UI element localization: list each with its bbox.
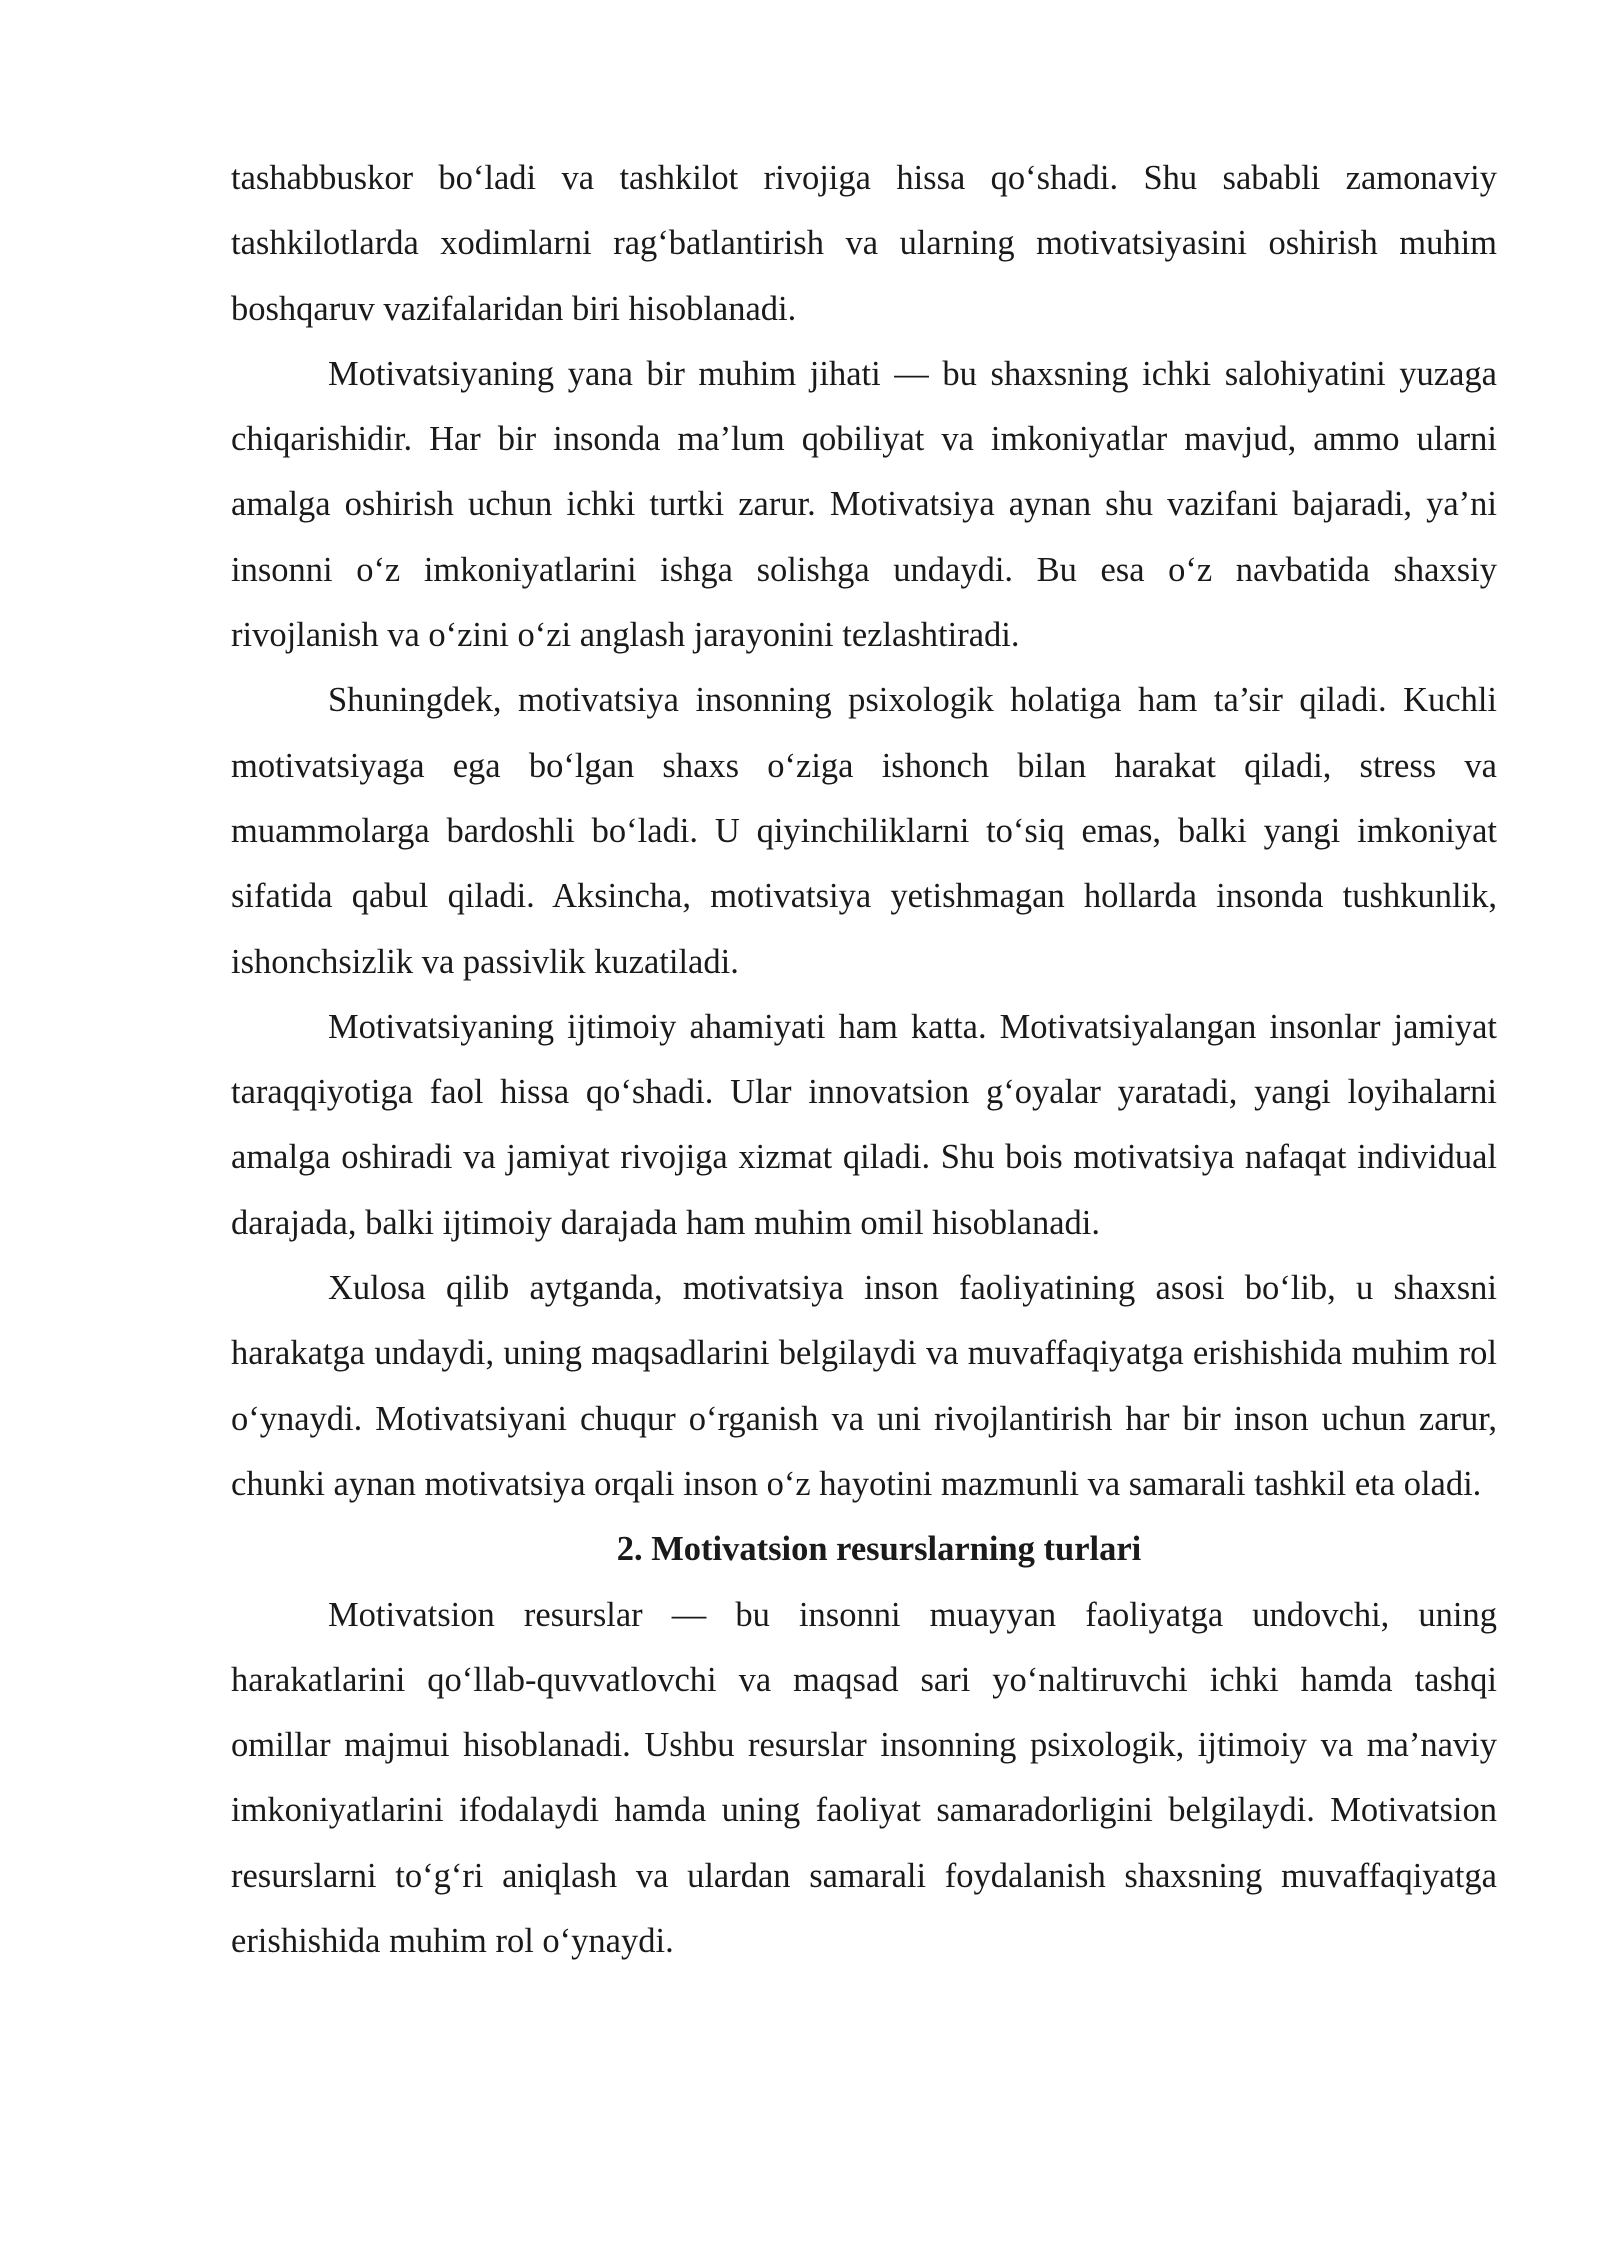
- document-page: [231, 146, 1497, 1974]
- paragraph-continuation: tashabbuskor bo‘ladi va tashkilot rivojiga hissa qo‘shadi. Shu sababli zamonaviy tashkilotlarda xodimlarni rag‘batlantirish va ularning motivatsiyasini oshirish muhim boshqaruv vazifalaridan biri hisoblanadi.: [231, 159, 1497, 328]
- paragraph-social-importance: Motivatsiyaning ijtimoiy ahamiyati ham katta. Motivatsiyalangan insonlar jamiyat taraqqiyotiga faol hissa qo‘shadi. Ular innovatsion g‘oyalar yaratadi, yangi loyihalarni amalga oshiradi va jamiyat rivojiga xizmat qiladi. Shu bois motivatsiya nafaqat individual darajada, balki ijtimoiy darajada ham muhim omil hisoblanadi.: [231, 1007, 1497, 1242]
- section-heading: 2. Motivatsion resurslarning turlari: [616, 1530, 1142, 1569]
- paragraph-psychological-state: Shuningdek, motivatsiya insonning psixologik holatiga ham ta’sir qiladi. Kuchli motivatsiyaga ega bo‘lgan shaxs o‘ziga ishonch bilan harakat qiladi, stress va muammolarga bardoshli bo‘ladi. U qiyinchiliklarni to‘siq emas, balki yangi imkoniyat sifatida qabul qiladi. Aksincha, motivatsiya yetishmagan hollarda insonda tushkunlik, ishonchsizlik va passivlik kuzatiladi.: [231, 681, 1497, 981]
- paragraph-motivational-resources: Motivatsion resurslar — bu insonni muayyan faoliyatga undovchi, uning harakatlarini qo‘llab-quvvatlovchi va maqsad sari yo‘naltiruvchi ichki hamda tashqi omillar majmui hisoblanadi. Ushbu resurslar insonning psixologik, ijtimoiy va ma’naviy imkoniyatlarini ifodalaydi hamda uning faoliyat samaradorligini belgilaydi. Motivatsion resurslarni to‘g‘ri aniqlash va ulardan samarali foydalanish shaxsning muvaffaqiyatga erishishida muhim rol o‘ynaydi.: [231, 1595, 1497, 1961]
- paragraph-inner-potential: Motivatsiyaning yana bir muhim jihati — bu shaxsning ichki salohiyatini yuzaga chiqarishidir. Har bir insonda ma’lum qobiliyat va imkoniyatlar mavjud, ammo ularni amalga oshirish uchun ichki turtki zarur. Motivatsiya aynan shu vazifani bajaradi, ya’ni insonni o‘z imkoniyatlarini ishga solishga undaydi. Bu esa o‘z navbatida shaxsiy rivojlanish va o‘zini o‘zi anglash jarayonini tezlashtiradi.: [231, 354, 1497, 655]
- paragraph-conclusion: Xulosa qilib aytganda, motivatsiya inson faoliyatining asosi bo‘lib, u shaxsni harakatga undaydi, uning maqsadlarini belgilaydi va muvaffaqiyatga erishishida muhim rol o‘ynaydi. Motivatsiyani chuqur o‘rganish va uni rivojlantirish har bir inson uchun zarur, chunki aynan motivatsiya orqali inson o‘z hayotini mazmunli va samarali tashkil eta oladi.: [231, 1269, 1497, 1503]
